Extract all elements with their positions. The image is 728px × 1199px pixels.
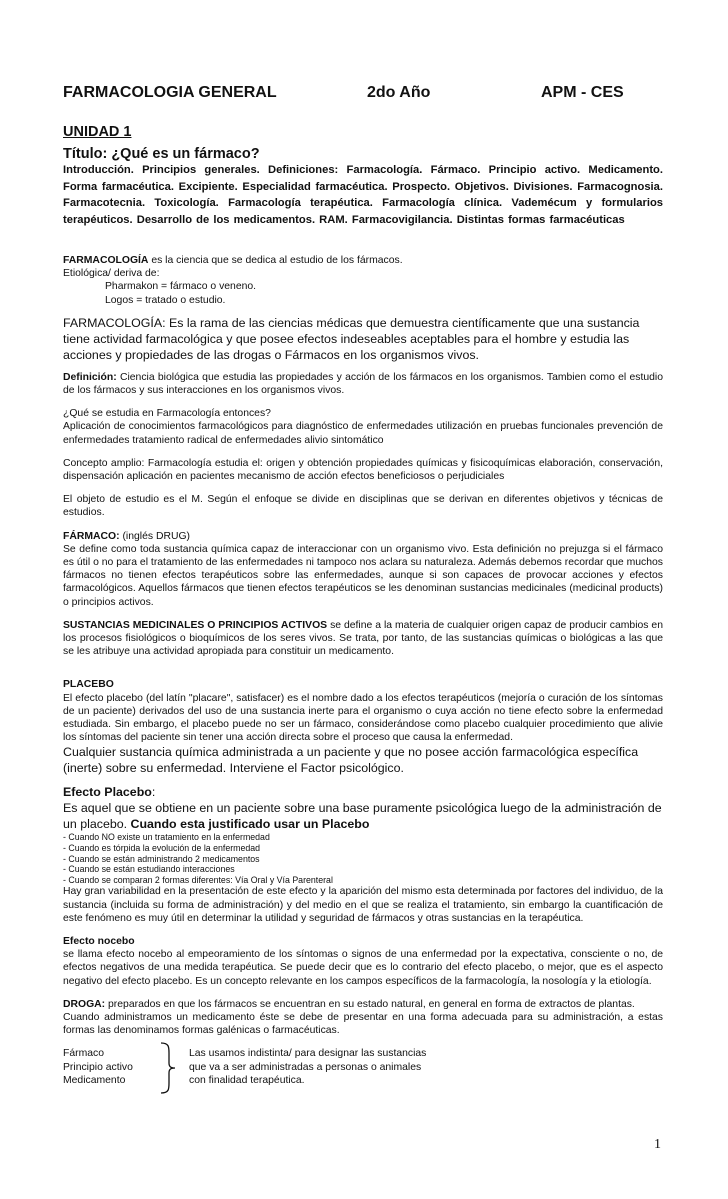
section-title: Título: ¿Qué es un fármaco?: [63, 146, 260, 162]
brace-terms: [63, 1047, 133, 1087]
answer: Aplicación de conocimientos farmacológicos para diagnóstico de enfermedades utilización en pruebas funcionales prevención de enfermedades tratamiento radical de enfermedades alivio sintomático: [63, 421, 663, 446]
farmaco-paragraph: Se define como toda sustancia química capaz de interaccionar con un organismo vivo. Esta definición no prejuzga si el fármaco es útil o no para el tratamiento de las enfermedades ni tampoco nos aclara su naturaleza. Además debemos recordar que muchos fármacos no tienen efectos terapéuticos sobre las enfermedades, aunque si son capaces de provocar acciones y efectos farmacológicos. Aquellos fármacos que tienen efectos terapéuticos se les denominan sustancias medicinales (medicinal products) o principios activos.: [63, 543, 663, 608]
farmaco-label: FÁRMACO:: [63, 530, 120, 542]
placebo-cases-list: [63, 832, 663, 885]
list-item: - Cuando es tórpida la evolución de la enfermedad: [63, 843, 261, 854]
term-farmaco: Fármaco: [63, 1048, 104, 1060]
list-item: - Cuando se comparan 2 formas diferentes: Vía Oral y Vía Parenteral: [63, 874, 333, 885]
description-line: Las usamos indistinta/ para designar las sustancias: [189, 1048, 427, 1060]
course-title: FARMACOLOGIA GENERAL: [63, 84, 277, 101]
definicion-text: Ciencia biológica que estudia las propiedades y acción de los fármacos en los organismos. Tambien como el estudio de los fármacos y sus interacciones en los organismos vivos.: [63, 371, 663, 397]
unit-heading: UNIDAD 1: [63, 124, 132, 140]
nocebo-heading: [63, 935, 663, 948]
term-medicamento: Medicamento: [63, 1074, 126, 1086]
farmacologia-definition: [63, 254, 663, 267]
droga-paragraph: [63, 998, 663, 1011]
list-item: - Cuando se están administrando 2 medicamentos: [63, 853, 260, 864]
document-page: [63, 84, 663, 1089]
definition-text: es la ciencia que se dedica al estudio de los fármacos.: [148, 255, 403, 266]
efecto-placebo-heading: [63, 784, 663, 800]
sustancias-paragraph: [63, 619, 663, 659]
sustancias-label: SUSTANCIAS MEDICINALES O PRINCIPIOS ACTIVOS: [63, 619, 328, 631]
placebo-label: PLACEBO: [63, 679, 114, 691]
droga-label: DROGA:: [63, 998, 106, 1010]
term-principio-activo: Principio activo: [63, 1061, 133, 1073]
farmaco-sub: (inglés DRUG): [119, 530, 190, 542]
page-number: 1: [654, 1137, 661, 1152]
efecto-placebo-paragraph: [63, 800, 663, 832]
brace-group: [63, 1047, 663, 1089]
farmacologia-paragraph: FARMACOLOGÍA: Es la rama de las ciencias médicas que demuestra científicamente que una sustancia tiene actividad farmacológica y que posee efectos indeseables aceptables para el hombre y estudia las acciones y propiedades de las drogas o Fármacos en los organismos vivos.: [63, 315, 640, 362]
etymology-logos: Logos = tratado o estudio.: [105, 294, 226, 306]
list-item: - Cuando NO existe un tratamiento en la enfermedad: [63, 832, 270, 843]
droga-paragraph-2: Cuando administramos un medicamento éste se debe de presentar en una forma adecuada para su administración, a estas formas las denominamos formas galénicas o farmacéuticas.: [63, 1012, 663, 1037]
org-label: APM - CES: [541, 84, 624, 101]
nocebo-paragraph: se llama efecto nocebo al empeoramiento de los síntomas o signos de una enfermedad por la expectativa, consciente o no, de efectos negativos de una medida terapéutica. Se puede decir que es lo contrario del efecto placebo, o mejor, que es el aspecto negativo del efecto placebo. Es un concepto relevante en los campos específicos de la farmacología, la nosología y la etiología.: [63, 949, 663, 987]
colon: :: [151, 785, 156, 800]
intro-summary: Introducción. Principios generales. Definiciones: Farmacología. Fármaco. Principio activo. Medicamento. Forma farmacéutica. Excipiente. Especialidad farmacéutica. Prospecto. Objetivos. Divisiones. Farmacognosia. Farmacotecnia. Toxicología. Farmacología terapéutica. Farmacología clínica. Vademécum y formularios terapéuticos. Desarrollo de los medicamentos. RAM. Farmacovigilancia. Distintas formas farmacéuticas: [63, 164, 663, 226]
objeto-paragraph: El objeto de estudio es el M. Según el enfoque se divide en disciplinas que se derivan en diferentes objetivos y técnicas de estudios.: [63, 494, 663, 519]
concepto-paragraph: Concepto amplio: Farmacología estudia el: origen y obtención propiedades químicas y fisicoquímicas elaboración, conservación, dispensación aplicación en pacientes mecanismo de acción efectos beneficiosos o perjudiciales: [63, 457, 663, 483]
placebo-heading: [63, 678, 663, 691]
description-line: que va a ser administradas a personas o animales: [189, 1061, 422, 1073]
droga-text: preparados en que los fármacos se encuentran en su estado natural, en general en forma de extractos de plantas.: [105, 998, 635, 1010]
sustancias-text: se define a la materia de cualquier origen capaz de producir cambios en los procesos fisiológicos o bioquímicos de los seres vivos. Se trata, por tanto, de las sustancias químicas o biológicas a las que se les atribuye una actividad apropiada para constituir un medicamento.: [63, 619, 663, 658]
farmaco-heading: [63, 530, 663, 543]
nocebo-label: Efecto nocebo: [63, 936, 135, 948]
definicion-paragraph: [63, 371, 663, 397]
etymology-pharmakon: Pharmakon = fármaco o veneno.: [105, 281, 257, 293]
placebo-big-paragraph: Cualquier sustancia química administrada a un paciente y que no posee acción farmacológica específica (inerte) sobre su enfermedad. Interviene el Factor psicológico.: [63, 745, 639, 776]
curly-brace-icon: [157, 1041, 179, 1095]
efecto-placebo-text: Es aquel que se obtiene en un paciente sobre una base puramente psicológica luego de la administración de un placebo.: [63, 801, 662, 832]
efecto-placebo-label: Efecto Placebo: [63, 785, 152, 800]
variabilidad-paragraph: Hay gran variabilidad en la presentación de este efecto y la aparición del mismo esta determinada por factores del individuo, de la sustancia (incluida su forma de administración) y del medio en el que se realiza el tratamiento, sin embargo la cuantificación de este fenómeno es muy útil en determinar la utilidad y seguridad de fármacos y otras sustancias en la terapéutica.: [63, 886, 663, 924]
placebo-paragraph: El efecto placebo (del latín "placare", satisfacer) es el nombre dado a los efectos terapéuticos (mejoría o curación de los síntomas de un paciente) derivados del uso de una sustancia inerte para el organismo o cuya acción no tiene efecto sobre la enfermedad estudiada. Sin embargo, el placebo puede no ser un fármaco, considerándose como placebo cualquier procedimiento que alivie los síntomas del paciente sin tener una acción directa sobre el proceso que causa la enfermedad.: [63, 692, 663, 744]
page-header: [63, 84, 663, 104]
year-label: 2do Año: [367, 84, 431, 101]
definicion-label: Definición:: [63, 371, 117, 383]
list-item: - Cuando se están estudiando interacciones: [63, 864, 235, 875]
etymology: Etiológica/ deriva de:: [63, 268, 160, 280]
description-line: con finalidad terapéutica.: [189, 1074, 305, 1086]
brace-description: [189, 1047, 426, 1087]
question: ¿Qué se estudia en Farmacología entonces?: [63, 408, 271, 420]
term: FARMACOLOGÍA: [63, 255, 149, 266]
efecto-placebo-when: Cuando esta justificado usar un Placebo: [130, 817, 370, 832]
